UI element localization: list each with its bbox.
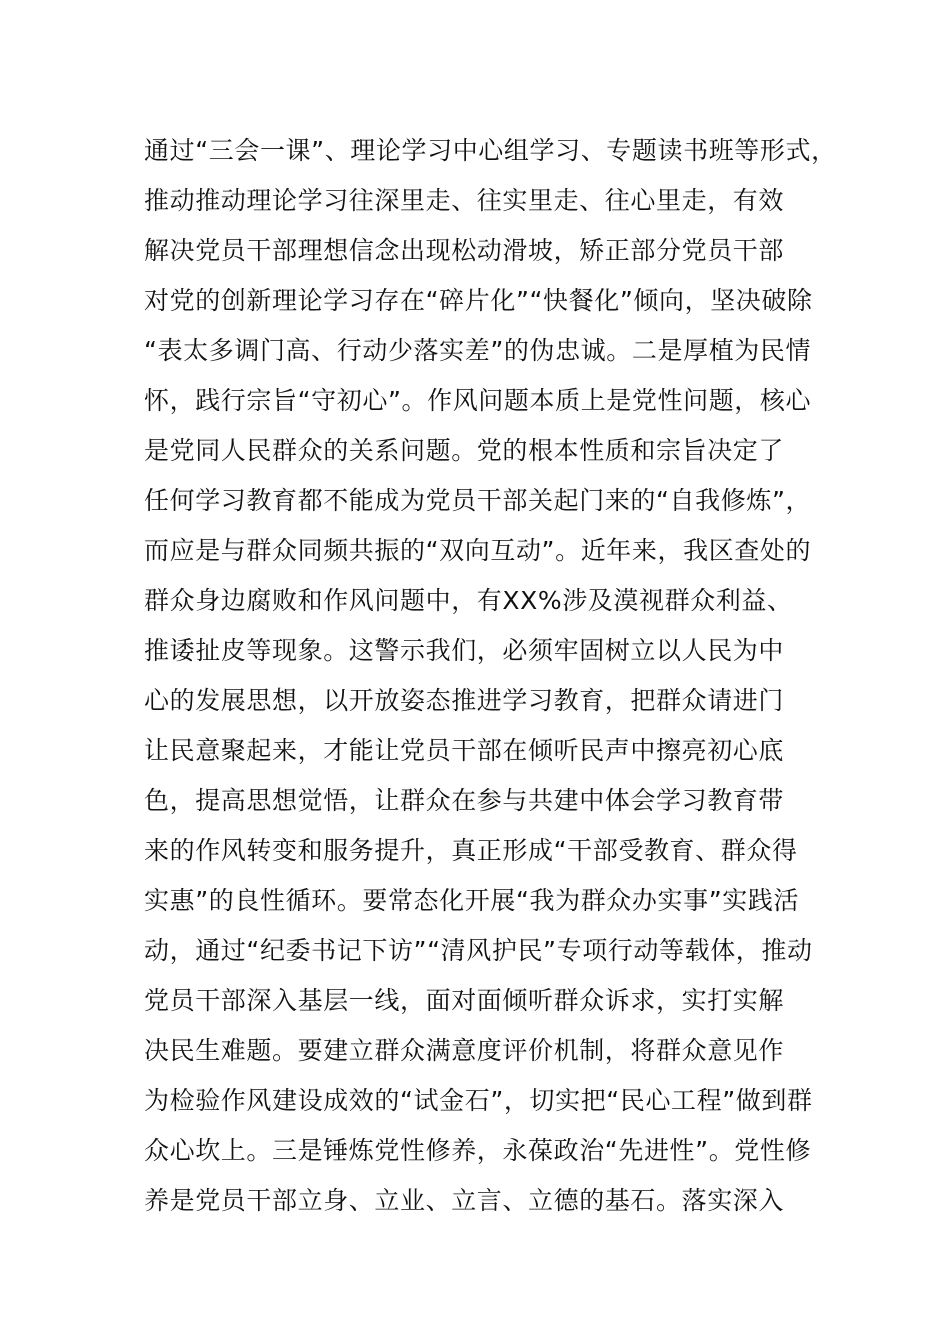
- text-line: “表太多调门高、行动少落实差”的伪忠诚。二是厚植为民情: [144, 336, 812, 365]
- text-line: 任何学习教育都不能成为党员干部关起门来的“自我修炼”，: [144, 486, 812, 515]
- text-line: 决民生难题。要建立群众满意度评价机制，将群众意见作: [144, 1036, 785, 1065]
- text-line: 群众身边腐败和作风问题中，有XX%涉及漠视群众利益、: [144, 586, 793, 615]
- text-line: 心的发展思想，以开放姿态推进学习教育，把群众请进门: [144, 686, 785, 715]
- text-line: 来的作风转变和服务提升，真正形成“干部受教育、群众得: [144, 836, 798, 865]
- text-line: 动，通过“纪委书记下访”“清风护民”专项行动等载体，推动: [144, 936, 813, 965]
- text-line: 解决党员干部理想信念出现松动滑坡，矫正部分党员干部: [144, 236, 785, 265]
- text-line: 是党同人民群众的关系问题。党的根本性质和宗旨决定了: [144, 436, 785, 465]
- text-line: 推动推动理论学习往深里走、往实里走、往心里走，有效: [144, 186, 785, 215]
- text-line: 党员干部深入基层一线，面对面倾听群众诉求，实打实解: [144, 986, 785, 1015]
- text-line: 通过“三会一课”、理论学习中心组学习、专题读书班等形式，: [144, 136, 837, 165]
- text-line: 而应是与群众同频共振的“双向互动”。近年来，我区查处的: [144, 536, 812, 565]
- body-paragraph: [144, 126, 844, 1226]
- text-line: 怀，践行宗旨“守初心”。作风问题本质上是党性问题，核心: [144, 386, 812, 415]
- text-line: 众心坎上。三是锤炼党性修养，永葆政治“先进性”。党性修: [144, 1136, 812, 1165]
- text-line: 色，提高思想觉悟，让群众在参与共建中体会学习教育带: [144, 786, 785, 815]
- text-line: 实惠”的良性循环。要常态化开展“我为群众办实事”实践活: [144, 886, 800, 915]
- text-line: 推诿扯皮等现象。这警示我们，必须牢固树立以人民为中: [144, 636, 785, 665]
- text-line: 让民意聚起来，才能让党员干部在倾听民声中擦亮初心底: [144, 736, 785, 765]
- text-line: 养是党员干部立身、立业、立言、立德的基石。落实深入: [144, 1186, 785, 1215]
- text-line: 对党的创新理论学习存在“碎片化”“快餐化”倾向，坚决破除: [144, 286, 813, 315]
- text-line: 为检验作风建设成效的“试金石”，切实把“民心工程”做到群: [144, 1086, 813, 1115]
